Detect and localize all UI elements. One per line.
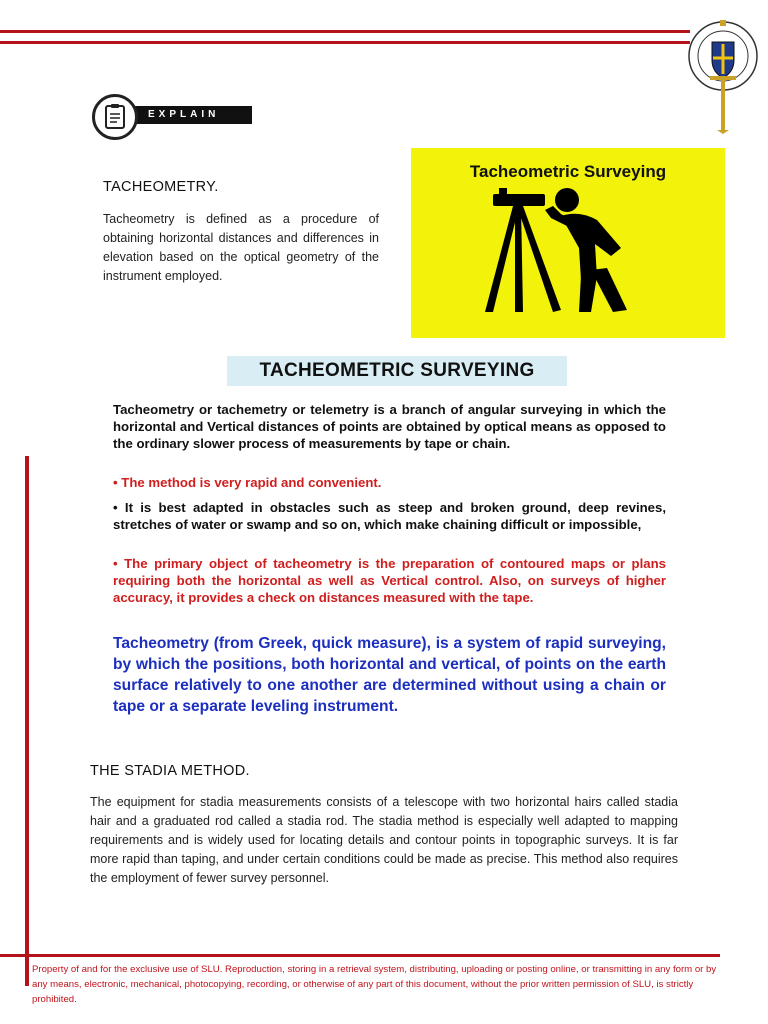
left-accent-line — [25, 456, 29, 986]
header-rule-top — [0, 30, 690, 33]
infographic-bullet-2: • It is best adapted in obstacles such as steep and broken ground, deep revines, stretches of water or swamp and so on, which make chaining difficult or impossible, — [113, 500, 666, 532]
clipboard-icon — [92, 94, 138, 140]
section-body-tacheometry: Tacheometry is defined as a procedure of obtaining horizontal distances and differences in elevation based on the optical geometry of the instrument employed. — [103, 212, 379, 283]
tacheometric-surveying-panel — [411, 148, 725, 338]
infographic-definition: Tacheometry (from Greek, quick measure), is a system of rapid surveying, by which the positions, both horizontal and vertical, of points on the earth surface relatively to one another are determined without using a chain or tape or a separate leveling instrument. — [113, 635, 666, 715]
infographic-banner: TACHEOMETRIC SURVEYING — [227, 356, 567, 386]
section-title-stadia-method: THE STADIA METHOD. — [90, 763, 250, 779]
infographic-bullet-3: • The primary object of tacheometry is the preparation of contoured maps or plans requiring both the horizontal as well as Vertical control. Also, on surveys of higher accuracy, it provides a check on distances measured with the tape. — [113, 556, 666, 605]
infographic-bullet-1: • The method is very rapid and convenient. — [113, 475, 382, 490]
copyright-notice: Property of and for the exclusive use of SLU. Reproduction, storing in a retrieval system, distributing, uploading or posting online, or transmitting in any form or by any means, electronic, mechanical, photocopying, recording, or otherwise of any part of this document, without the prior written permission of SLU, is strictly prohibited. — [32, 964, 717, 1005]
section-body-stadia-method: The equipment for stadia measurements consists of a telescope with two horizontal hairs called stadia hair and a graduated rod called a stadia rod. The stadia method is especially well adapted to mapping requirements and is widely used for locating details and contour points in topographic surveys. It is far more rapid than taping, and under certain conditions could be made as precise. This method also requires the employment of fewer survey personnel. — [90, 795, 678, 885]
infographic-intro: Tacheometry or tachemetry or telemetry is a branch of angular surveying in which the horizontal and Vertical distances of points are obtained by optical means as opposed to the ordinary slower process of measurements by tape or chain. — [113, 402, 666, 451]
footer-rule — [0, 954, 720, 957]
explain-label: EXPLAIN — [148, 109, 220, 120]
header-rule-bottom — [0, 41, 690, 44]
explain-badge — [128, 106, 252, 124]
university-seal-logo — [684, 14, 762, 134]
section-title-tacheometry: TACHEOMETRY. — [103, 179, 219, 195]
surveyor-with-tripod-icon — [411, 148, 725, 338]
panel-title: Tacheometric Surveying — [469, 162, 667, 181]
